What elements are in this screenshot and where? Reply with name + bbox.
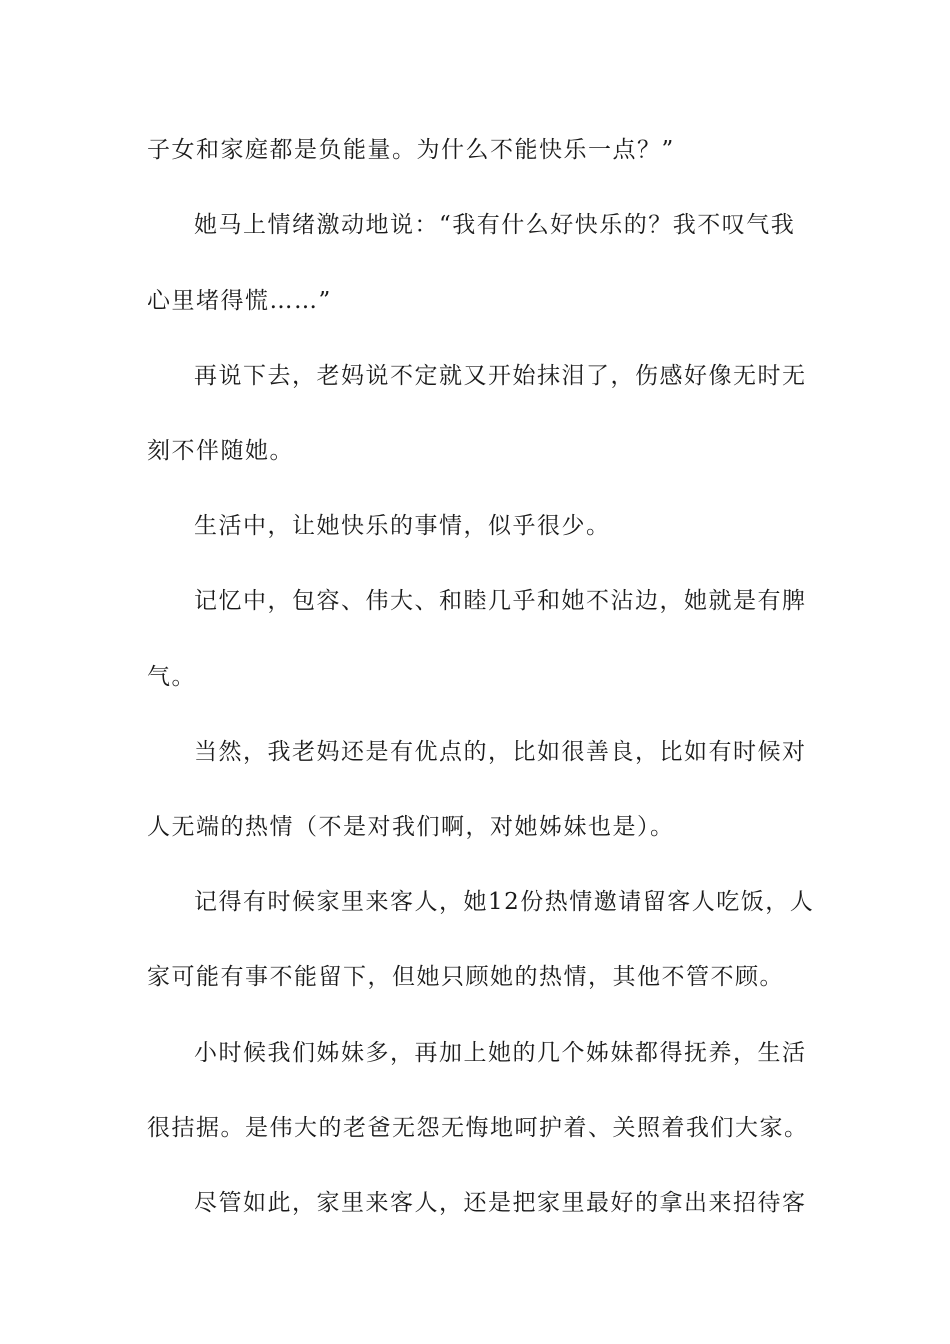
text-line-2: 她马上情绪激动地说：“我有什么好快乐的？我不叹气我 xyxy=(194,212,796,238)
text-line-13: 小时候我们姊妹多，再加上她的几个姊妹都得抚养，生活 xyxy=(194,1040,807,1066)
text-line-8: 气。 xyxy=(147,664,196,690)
text-line-15: 尽管如此，家里来客人，还是把家里最好的拿出来招待客 xyxy=(194,1190,807,1216)
text-line-14: 很拮据。是伟大的老爸无怨无悔地呵护着、关照着我们大家。 xyxy=(147,1115,809,1141)
text-line-4: 再说下去，老妈说不定就又开始抹泪了，伤感好像无时无 xyxy=(194,363,807,389)
text-line-3: 心里堵得慌……” xyxy=(147,288,332,314)
text-line-10: 人无端的热情（不是对我们啊，对她姊妹也是）。 xyxy=(147,814,675,840)
text-line-9: 当然，我老妈还是有优点的，比如很善良，比如有时候对 xyxy=(194,739,807,765)
text-line-1: 子女和家庭都是负能量。为什么不能快乐一点？” xyxy=(147,137,675,163)
text-line-11: 记得有时候家里来客人，她12份热情邀请留客人吃饭，人 xyxy=(194,889,815,915)
text-line-12: 家可能有事不能留下，但她只顾她的热情，其他不管不顾。 xyxy=(147,964,784,990)
text-line-5: 刻不伴随她。 xyxy=(147,438,294,464)
text-line-7: 记忆中，包容、伟大、和睦几乎和她不沾边，她就是有脾 xyxy=(194,588,807,614)
text-line-6: 生活中，让她快乐的事情，似乎很少。 xyxy=(194,513,611,539)
